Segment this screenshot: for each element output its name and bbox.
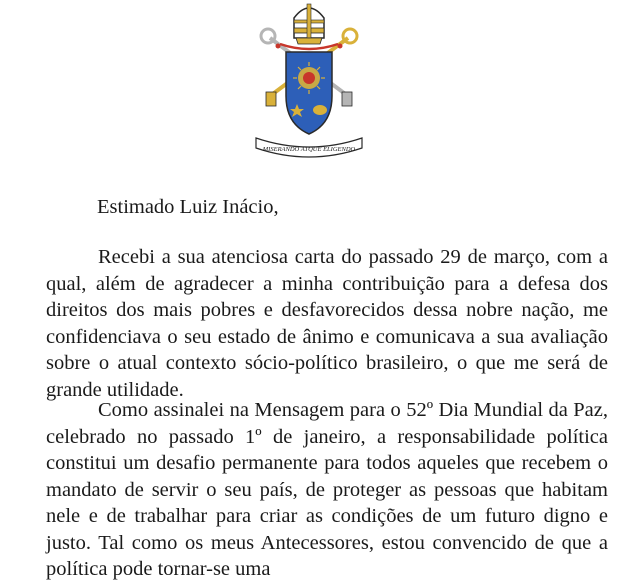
shield-icon: [286, 52, 332, 134]
nard-flower-icon: [313, 105, 327, 115]
motto-ribbon: [256, 138, 362, 157]
mitre-icon: [294, 4, 324, 44]
paragraph-2: Como assinalei na Mensagem para o 52º Dia Mundial da Paz, celebrado no passado 1º de janeiro, a responsabilidade política constitui um desafio permanente para todos aqueles que recebem o mandato de servir o seu país, de proteger as pessoas que habitam nele e de trabalhar para criar as condições de um futuro digno e justo. Tal como os meus Antecessores, estou convencido de que a política pode tornar-se uma: [46, 399, 608, 580]
papal-coat-of-arms: [250, 0, 368, 160]
paragraph-1: Recebi a sua atenciosa carta do passado 29 de março, com a qual, além de agradecer a minha contribuição para a defesa dos direitos dos mais pobres e desfavorecidos dessa nobre nação, me confidenciava o seu estado de ânimo e comunicava a sua avaliação sobre o atual contexto sócio-político brasileiro, o que me será de grande utilidade.: [46, 246, 608, 401]
salutation: Estimado Luiz Inácio,: [97, 196, 279, 218]
motto-text: MISERANDO ATQUE ELIGENDO: [262, 146, 356, 153]
